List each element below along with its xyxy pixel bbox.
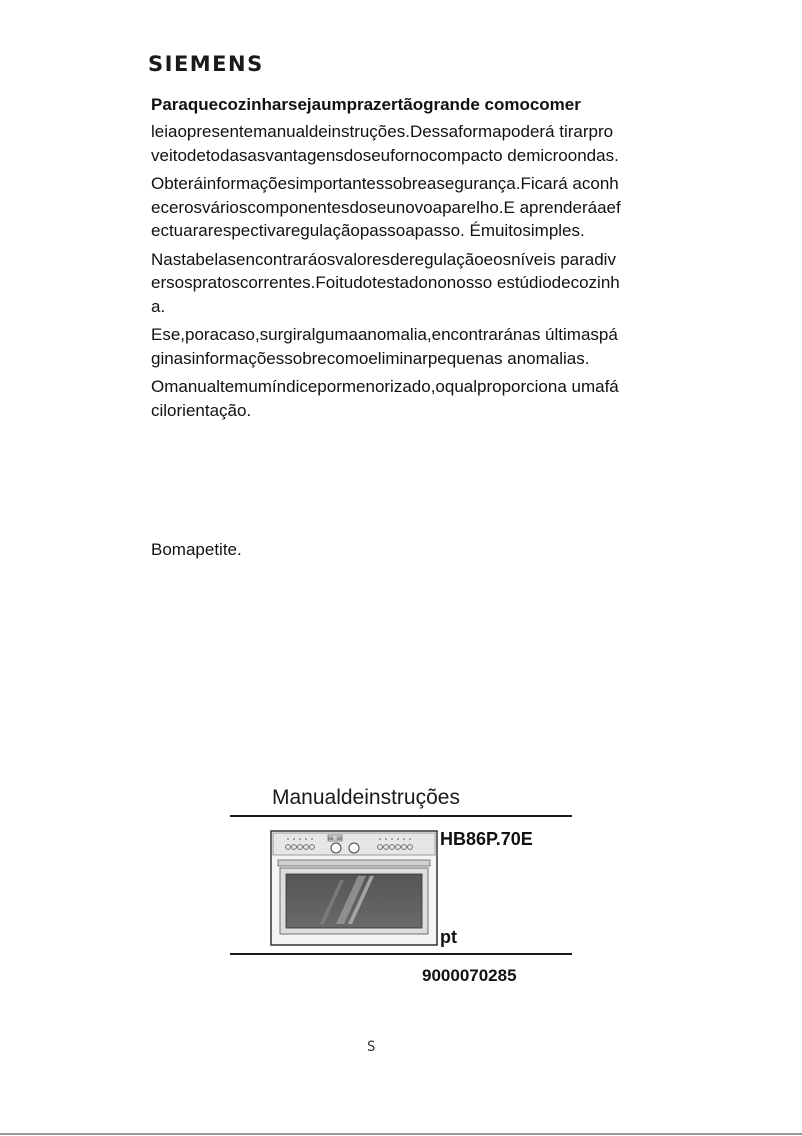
part-number: 9000070285 [422, 966, 517, 985]
closing-text: Bomapetite. [151, 540, 242, 559]
siemens-logo: SIEMENS [148, 52, 264, 76]
manual-title: Manualdeinstruções [272, 786, 460, 809]
oven-display-readout: 00:00 [328, 837, 342, 842]
intro-paragraph-1: leiaopresentemanualdeinstruções.Dessaformapoderá tirarproveitodetodasasvantagensdoseufornocompacto demicroondas. [151, 122, 619, 165]
intro-paragraph-5: Omanualtemumíndicepormenorizado,oqualproporciona umafácilorientação. [151, 377, 619, 420]
intro-paragraph-3: Nastabelasencontraráosvaloresderegulaçãoeosníveis paradiversospratoscorrentes.Foitudotestadononosso estúdiodecozinha. [151, 249, 620, 316]
bottom-divider [230, 953, 572, 955]
intro-paragraph-4: Ese,poracaso,surgiralgumaanomalia,encontraránas últimaspáginasinformaçõessobrecomoeliminarpequenas anomalias. [151, 325, 618, 368]
intro-paragraph-2: Obteráinformaçõesimportantessobreasegurança.Ficará aconhecerosvárioscomponentesdoseunovoaparelho.E aprenderáaefectuararespectivaregulaçãopassoapasso. Émuitosimples. [151, 174, 621, 240]
intro-section [151, 93, 621, 427]
language-code: pt [440, 927, 457, 947]
page-bottom-line [0, 1133, 802, 1135]
model-number: HB86P.70E [440, 829, 533, 849]
headline: Paraquecozinharsejaumprazertãogrande comocomer [151, 95, 581, 114]
top-divider [230, 815, 572, 817]
oven-illustration-icon [270, 830, 438, 946]
page-mark: S [367, 1039, 376, 1055]
